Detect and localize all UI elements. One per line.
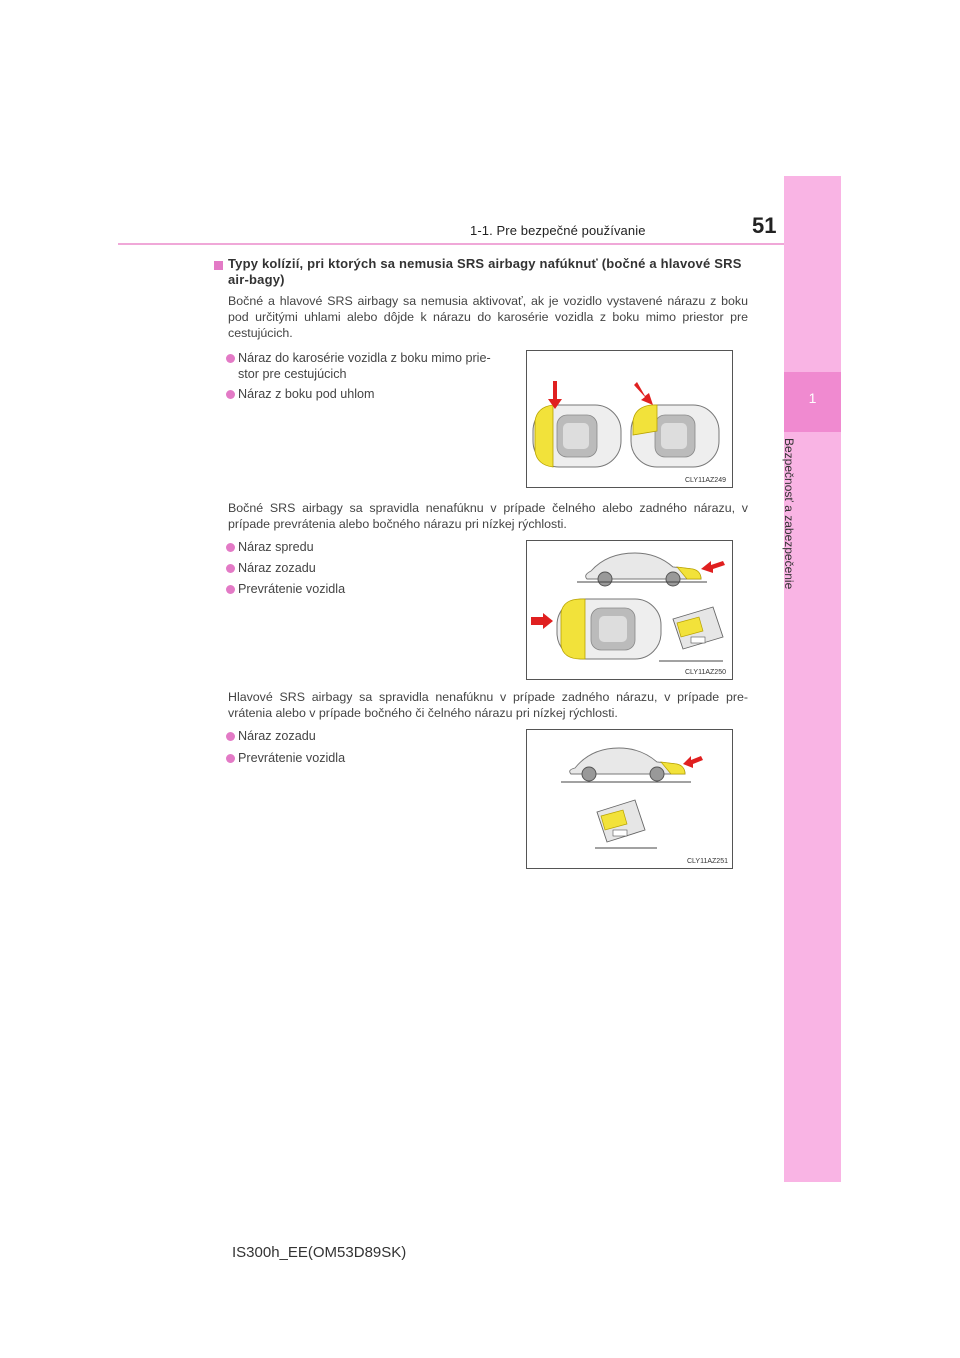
section-title: 1-1. Pre bezpečné používanie bbox=[470, 223, 646, 238]
curtain-airbag-paragraph: Hlavové SRS airbagy sa spravidla nenafúknu v prípade zadného nárazu, v prípade pre-vrátenia alebo v prípade bočného či čelného nárazu pri nízkej rýchlosti. bbox=[228, 690, 748, 720]
figure-code: CLY11AZ250 bbox=[685, 669, 726, 676]
chapter-title-vertical bbox=[780, 438, 804, 618]
impact-arrow-icon bbox=[683, 756, 703, 768]
header-divider bbox=[118, 243, 840, 245]
impact-arrow-icon bbox=[701, 561, 725, 573]
chapter-title: Bezpečnosť a zabezpečenie bbox=[782, 438, 796, 590]
figure-front-rear-rollover bbox=[526, 540, 733, 680]
figure-rear-rollover bbox=[526, 729, 733, 869]
bullet-rollover-curtain: Prevrátenie vozidla bbox=[226, 750, 345, 766]
car-top-view-illustration bbox=[533, 405, 621, 467]
car-side-view-illustration bbox=[577, 553, 707, 586]
bullet-angled-side-impact: Náraz z boku pod uhlom bbox=[226, 386, 375, 402]
impact-arrow-icon bbox=[531, 613, 553, 629]
bullet-dot-icon bbox=[226, 754, 235, 763]
bullet-dot-icon bbox=[226, 732, 235, 741]
bullet-rear-impact-curtain: Náraz zozadu bbox=[226, 728, 316, 744]
rollover-car-illustration bbox=[595, 800, 657, 848]
section-heading: Typy kolízií, pri ktorých sa nemusia SRS airbagy nafúknuť (bočné a hlavové SRS air-bagy) bbox=[228, 256, 742, 287]
model-code-footer: IS300h_EE(OM53D89SK) bbox=[232, 1244, 407, 1261]
side-airbag-paragraph: Bočné SRS airbagy sa spravidla nenafúknu v prípade čelného alebo zadného nárazu, v prípade prevrátenia alebo bočného nárazu pri nízkej rýchlosti. bbox=[228, 501, 748, 531]
bullet-dot-icon bbox=[226, 564, 235, 573]
bullet-frontal-impact: Náraz spredu bbox=[226, 539, 314, 555]
bullet-dot-icon bbox=[226, 543, 235, 552]
figure-side-impacts bbox=[526, 350, 733, 488]
car-top-view-illustration bbox=[557, 599, 661, 659]
impact-arrow-icon bbox=[634, 382, 653, 405]
chapter-number: 1 bbox=[808, 390, 817, 406]
bullet-dot-icon bbox=[226, 354, 235, 363]
figure-code: CLY11AZ251 bbox=[687, 858, 728, 865]
bullet-rear-impact: Náraz zozadu bbox=[226, 560, 316, 576]
bullet-side-impact-outside-cabin: Náraz do karosérie vozidla z boku mimo prie- stor pre cestujúcich bbox=[226, 350, 516, 382]
rollover-car-illustration bbox=[659, 607, 723, 661]
car-top-view-illustration bbox=[631, 405, 719, 467]
bullet-rollover: Prevrátenie vozidla bbox=[226, 581, 345, 597]
figure-code: CLY11AZ249 bbox=[685, 477, 726, 484]
chapter-side-tab bbox=[784, 176, 841, 1182]
intro-paragraph: Bočné a hlavové SRS airbagy sa nemusia aktivovať, ak je vozidlo vystavené nárazu z boku pod určitými uhlami alebo dôjde k nárazu do karosérie vozidla z boku mimo priestor pre cestujúcich. bbox=[228, 294, 748, 340]
heading-square-icon bbox=[214, 261, 223, 270]
car-side-view-illustration bbox=[561, 748, 691, 782]
bullet-dot-icon bbox=[226, 585, 235, 594]
page-number: 51 bbox=[752, 213, 777, 238]
bullet-dot-icon bbox=[226, 390, 235, 399]
